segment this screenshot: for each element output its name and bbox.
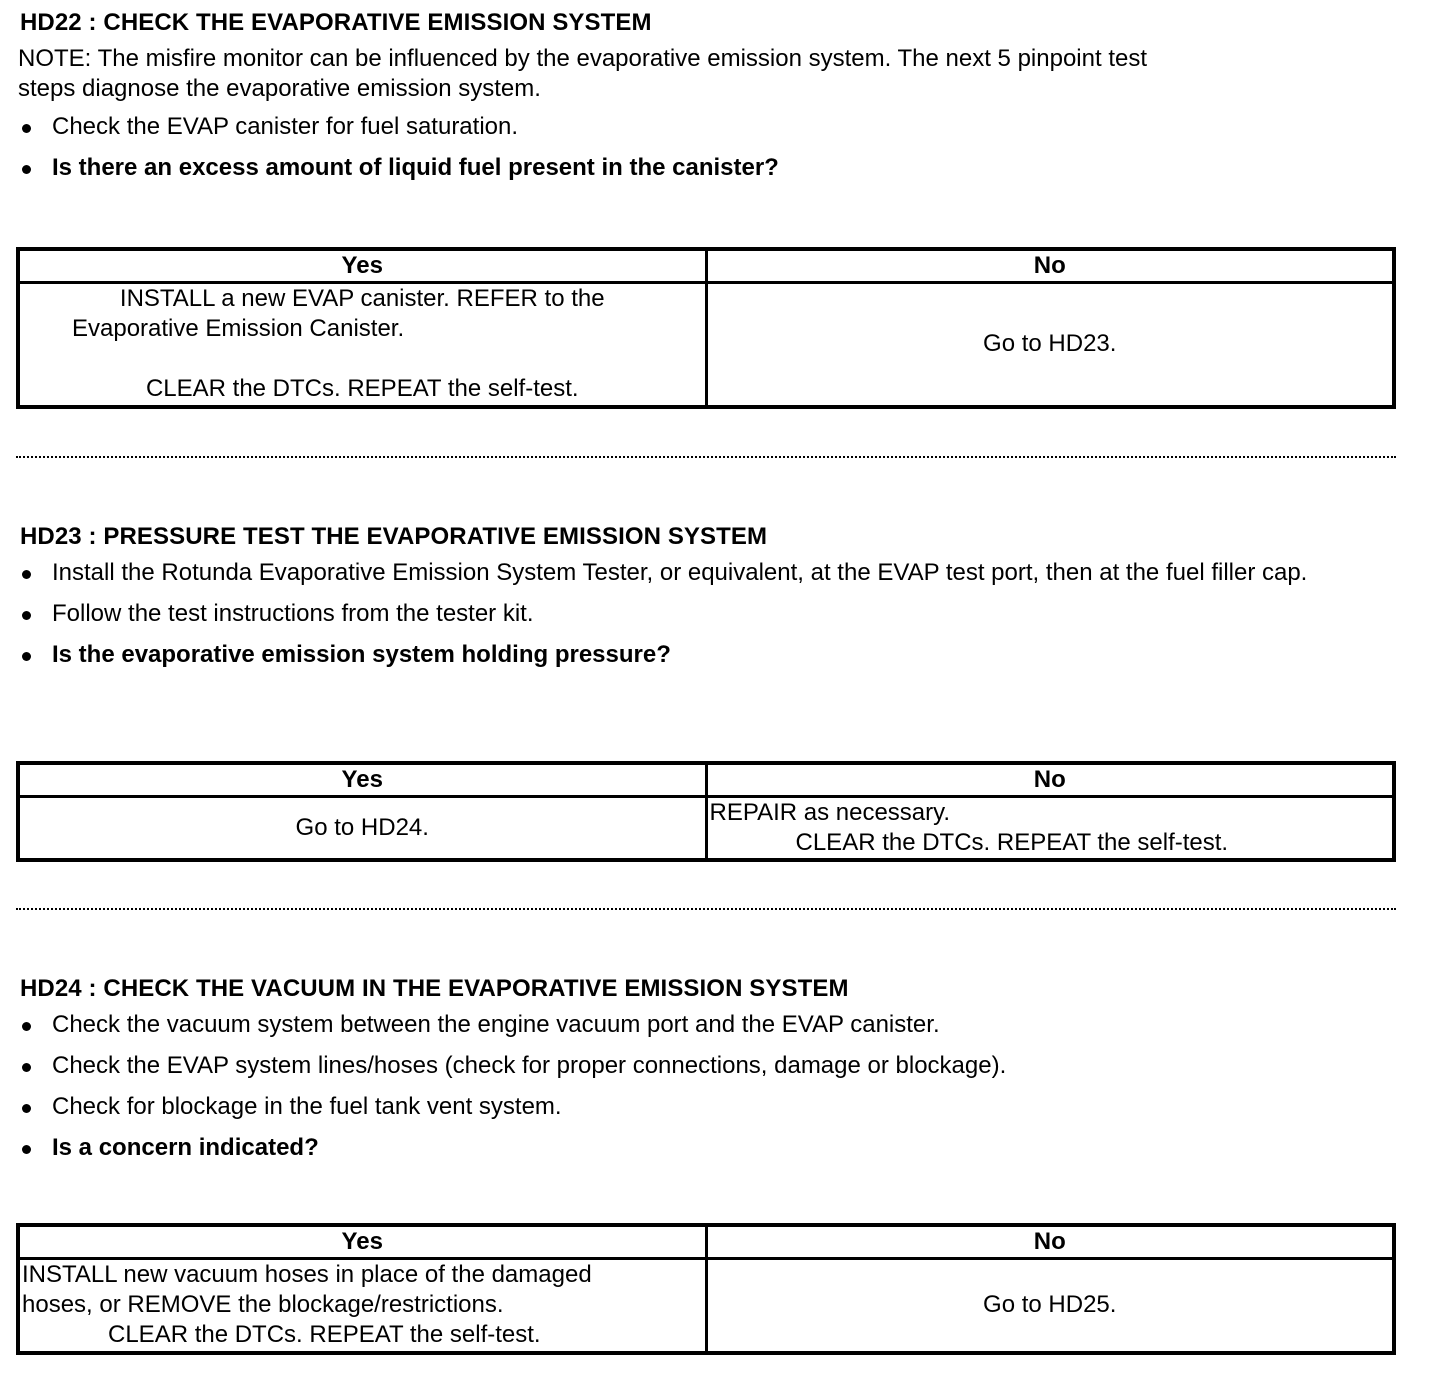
bullet-item xyxy=(18,1010,1396,1040)
bullet-text: Check the vacuum system between the engine vacuum port and the EVAP canister. xyxy=(52,1011,940,1038)
bullet-text: Check the EVAP canister for fuel saturation. xyxy=(52,113,519,140)
bullet-text: Is a concern indicated? xyxy=(52,1134,319,1161)
bullet-dot-icon xyxy=(22,165,31,174)
bullet-item xyxy=(18,1051,1396,1081)
bullet-dot-icon xyxy=(22,652,31,661)
bullet-item xyxy=(18,599,1396,629)
step-heading: HD22 : CHECK THE EVAPORATIVE EMISSION SYSTEM xyxy=(20,9,652,36)
yes-no-table-hd24 xyxy=(16,1223,1396,1355)
step-hd23 xyxy=(16,522,1396,681)
yes-line: CLEAR the DTCs. REPEAT the self-test. xyxy=(145,375,579,403)
note-line: NOTE: The misfire monitor can be influenced by the evaporative emission system. The next 5 pinpoint test xyxy=(18,45,1147,72)
no-line: CLEAR the DTCs. REPEAT the self-test. xyxy=(795,829,1229,856)
section-divider xyxy=(16,456,1396,458)
no-header: No xyxy=(706,1225,1394,1259)
bullet-dot-icon xyxy=(22,1145,31,1154)
step-heading: HD24 : CHECK THE VACUUM IN THE EVAPORATIVE EMISSION SYSTEM xyxy=(20,975,849,1002)
yes-header: Yes xyxy=(18,1225,706,1259)
bullet-item xyxy=(18,558,1396,588)
step-hd22 xyxy=(16,8,1396,194)
step-hd24 xyxy=(16,974,1396,1174)
yes-line: CLEAR the DTCs. REPEAT the self-test. xyxy=(108,1321,541,1349)
bullet-text: Follow the test instructions from the tester kit. xyxy=(52,600,534,627)
bullet-question xyxy=(18,1133,1396,1163)
bullet-dot-icon xyxy=(22,611,31,620)
bullet-dot-icon xyxy=(22,570,31,579)
yes-no-table-hd23 xyxy=(16,761,1396,862)
bullet-text: Install the Rotunda Evaporative Emission System Tester, or equivalent, at the EVAP test port, then at the fuel filler cap. xyxy=(52,559,1308,586)
bullet-dot-icon xyxy=(22,1063,31,1072)
yes-line: INSTALL new vacuum hoses in place of the damaged xyxy=(22,1261,592,1289)
bullet-text: Is the evaporative emission system holding pressure? xyxy=(52,641,671,668)
yes-header: Yes xyxy=(18,249,706,283)
yes-cell: Go to HD24. xyxy=(18,797,706,861)
bullet-question xyxy=(18,640,1396,670)
bullet-text: Is there an excess amount of liquid fuel present in the canister? xyxy=(52,154,779,181)
no-cell: Go to HD23. xyxy=(706,283,1394,407)
bullet-dot-icon xyxy=(22,1104,31,1113)
section-divider xyxy=(16,908,1396,910)
note-line: steps diagnose the evaporative emission system. xyxy=(18,75,541,102)
yes-line: Evaporative Emission Canister. xyxy=(72,315,405,343)
step-heading: HD23 : PRESSURE TEST THE EVAPORATIVE EMISSION SYSTEM xyxy=(20,523,768,550)
bullet-text: Check the EVAP system lines/hoses (check for proper connections, damage or blockage). xyxy=(52,1052,1007,1079)
yes-no-table-hd22 xyxy=(16,247,1396,409)
no-line: REPAIR as necessary. xyxy=(709,799,951,826)
yes-line: INSTALL a new EVAP canister. REFER to the xyxy=(119,285,605,313)
no-header: No xyxy=(706,763,1394,797)
no-header: No xyxy=(706,249,1394,283)
bullet-dot-icon xyxy=(22,124,31,133)
bullet-text: Check for blockage in the fuel tank vent system. xyxy=(52,1093,562,1120)
bullet-item xyxy=(18,1092,1396,1122)
spacer xyxy=(24,344,701,374)
no-cell: Go to HD25. xyxy=(706,1259,1394,1353)
bullet-question xyxy=(18,153,1396,183)
no-cell xyxy=(706,797,1394,861)
yes-cell xyxy=(18,1259,706,1353)
yes-line: hoses, or REMOVE the blockage/restrictions. xyxy=(22,1291,504,1319)
yes-cell xyxy=(18,283,706,407)
yes-header: Yes xyxy=(18,763,706,797)
step-note xyxy=(18,44,1396,104)
bullet-dot-icon xyxy=(22,1022,31,1031)
bullet-item xyxy=(18,112,1396,142)
